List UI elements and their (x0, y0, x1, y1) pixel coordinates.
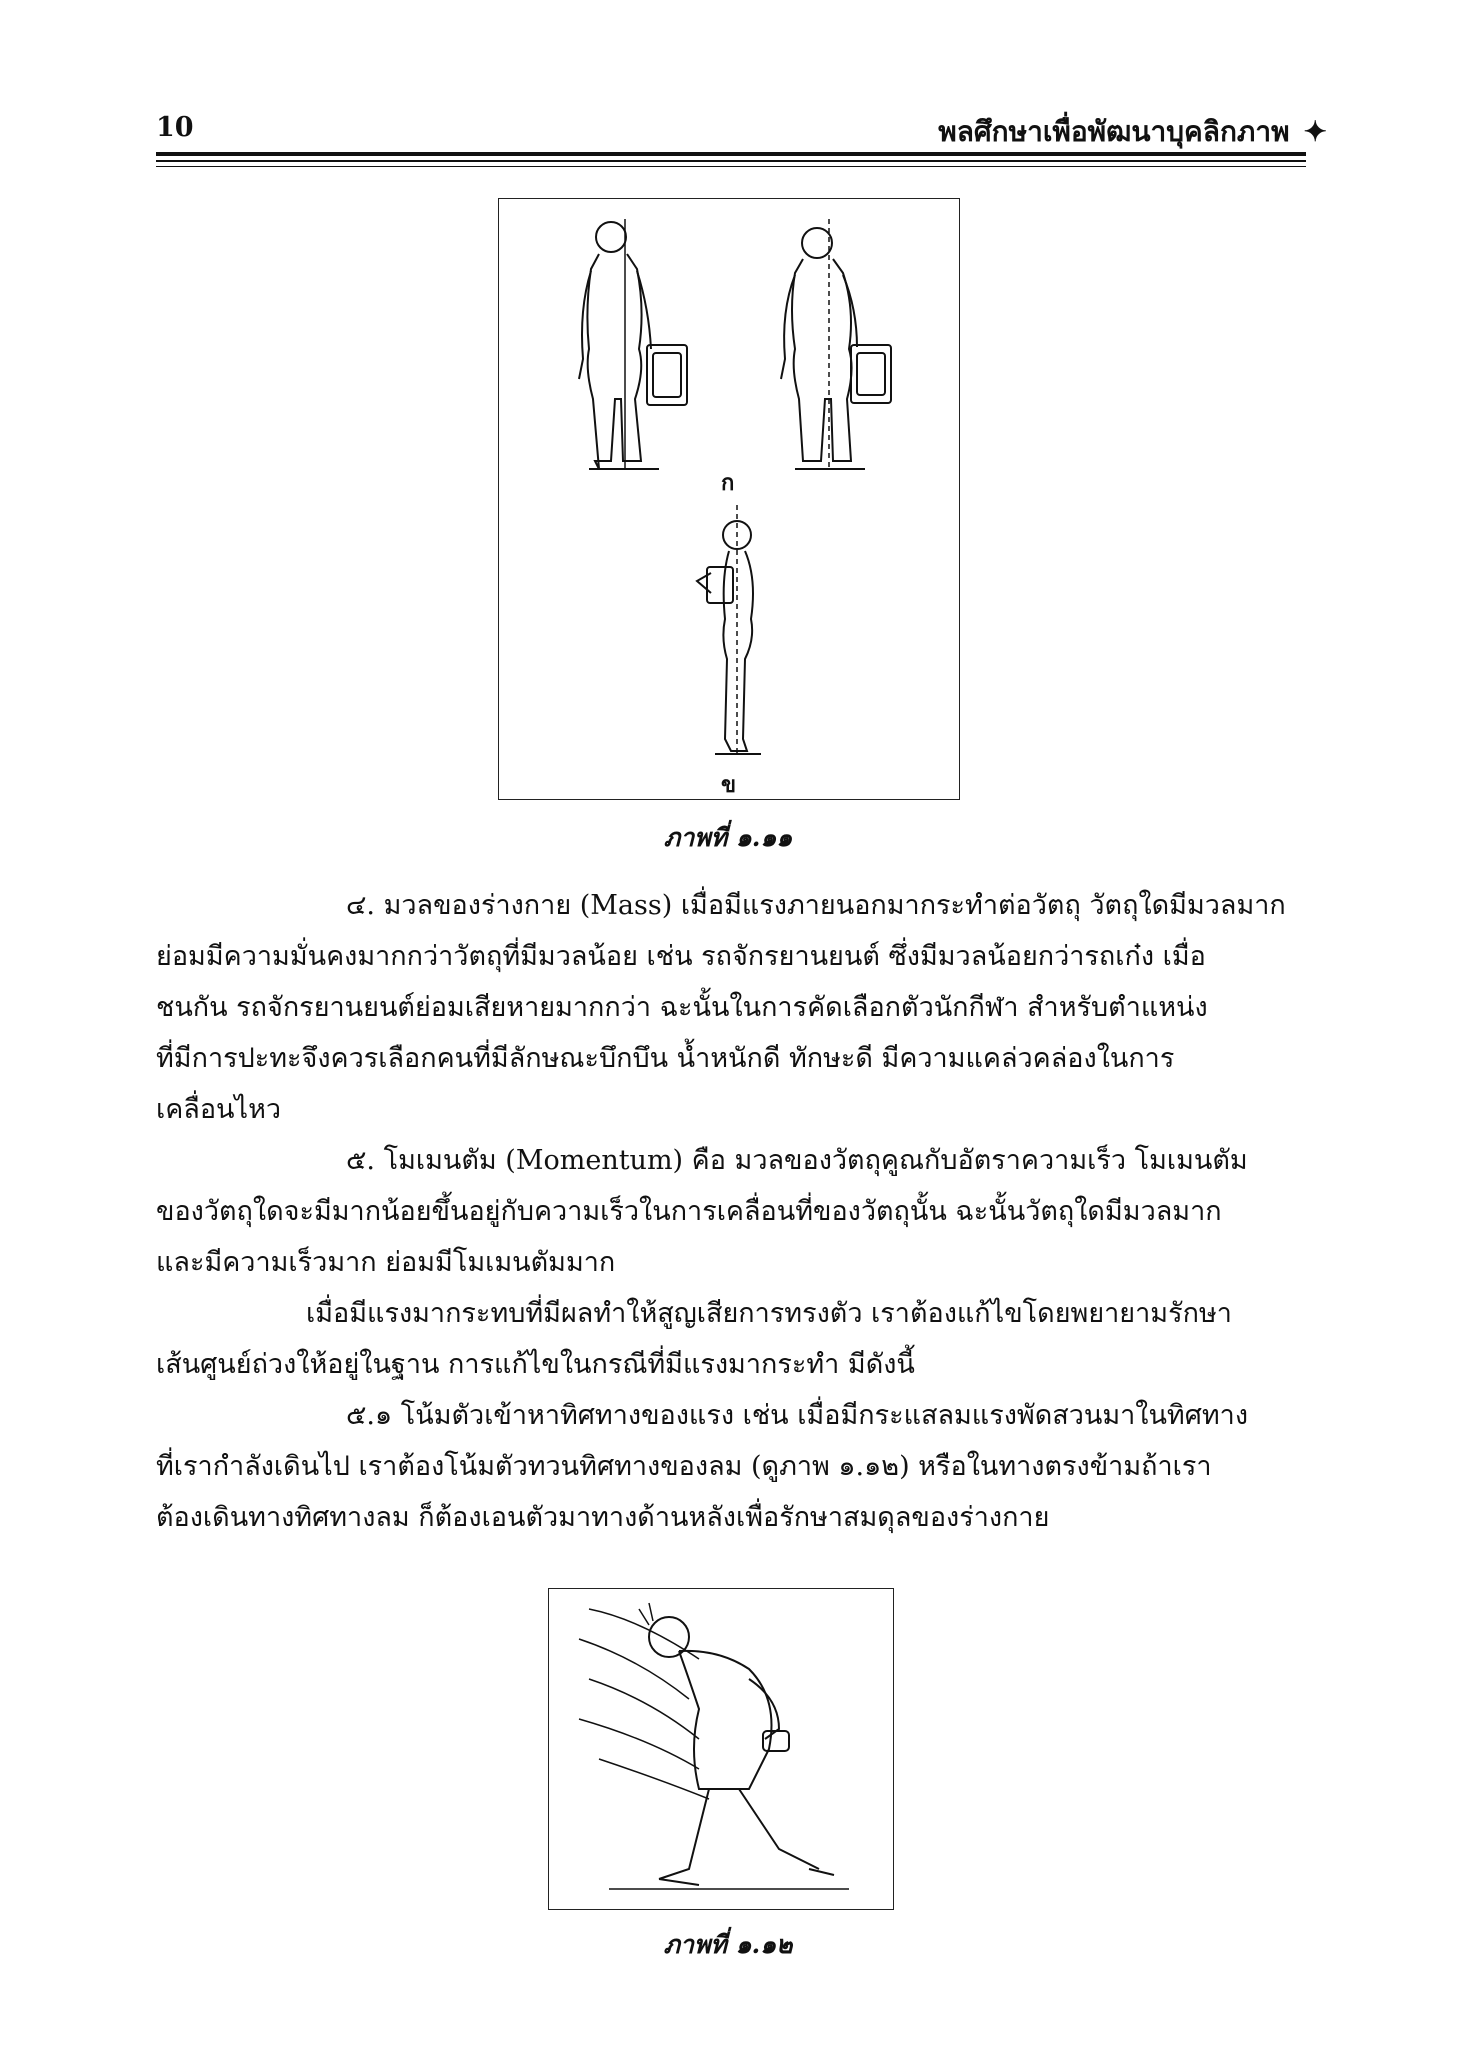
figure-1-11-caption: ภาพที่ ๑.๑๑ (663, 823, 793, 852)
paragraph-4-mass (156, 880, 1306, 1135)
text-line: เส้นศูนย์ถ่วงให้อยู่ในฐาน การแก้ไขในกรณีที่มีแรงมากระทำ มีดังนี้ (156, 1349, 915, 1380)
paragraph-5-momentum (156, 1135, 1306, 1288)
text-line: ๕. โมเมนตัม (Momentum) คือ มวลของวัตถุคูณกับอัตราความเร็ว โมเมนตัม (346, 1145, 1248, 1176)
star-icon: ✦ (1303, 115, 1327, 148)
header-rule-hairline (156, 166, 1306, 167)
running-header (938, 110, 1327, 154)
text-line: และมีความเร็วมาก ย่อมมีโมเมนตัมมาก (156, 1247, 616, 1278)
figure-label-b: ข (721, 772, 737, 798)
figure-label-a: ก (721, 470, 735, 496)
text-line: ที่มีการปะทะจึงควรเลือกคนที่มีลักษณะบึกบึน น้ำหนักดี ทักษะดี มีความแคล่วคล่องในการ (156, 1043, 1175, 1074)
header-rule-thin (156, 160, 1306, 162)
text-line: ของวัตถุใดจะมีมากน้อยขึ้นอยู่กับความเร็วในการเคลื่อนที่ของวัตถุนั้น ฉะนั้นวัตถุใดมีมวลมาก (156, 1196, 1222, 1227)
text-line: ๕.๑ โน้มตัวเข้าหาทิศทางของแรง เช่น เมื่อมีกระแสลมแรงพัดสวนมาในทิศทาง (346, 1400, 1249, 1431)
text-line: ย่อมมีความมั่นคงมากกว่าวัตถุที่มีมวลน้อย เช่น รถจักรยานยนต์ ซึ่งมีมวลน้อยกว่ารถเก๋ง เมื่อ (156, 941, 1206, 972)
paragraph-balance (156, 1288, 1306, 1390)
page-number: 10 (156, 112, 194, 143)
figure-1-11 (498, 198, 960, 800)
running-title: พลศึกษาเพื่อพัฒนาบุคลิกภาพ (938, 115, 1290, 148)
text-line: ชนกัน รถจักรยานยนต์ย่อมเสียหายมากกว่า ฉะนั้นในการคัดเลือกตัวนักกีฬา สำหรับตำแหน่ง (156, 992, 1208, 1023)
text-line: ต้องเดินทางทิศทางลม ก็ต้องเอนตัวมาทางด้านหลังเพื่อรักษาสมดุลของร่างกาย (156, 1502, 1050, 1533)
figure-1-12 (548, 1588, 894, 1910)
header-rule-thick (156, 152, 1306, 156)
text-line: ที่เรากำลังเดินไป เราต้องโน้มตัวทวนทิศทางของลม (ดูภาพ ๑.๑๒) หรือในทางตรงข้ามถ้าเรา (156, 1451, 1212, 1482)
text-line: เมื่อมีแรงมากระทบที่มีผลทำให้สูญเสียการทรงตัว เราต้องแก้ไขโดยพยายามรักษา (306, 1298, 1232, 1329)
text-line: เคลื่อนไหว (156, 1094, 282, 1125)
text-line: ๔. มวลของร่างกาย (Mass) เมื่อมีแรงภายนอกมากระทำต่อวัตถุ วัตถุใดมีมวลมาก (346, 890, 1286, 921)
figure-1-12-caption: ภาพที่ ๑.๑๒ (663, 1930, 793, 1959)
wind-walker-illustration (549, 1589, 893, 1909)
paragraph-5-1 (156, 1390, 1306, 1543)
